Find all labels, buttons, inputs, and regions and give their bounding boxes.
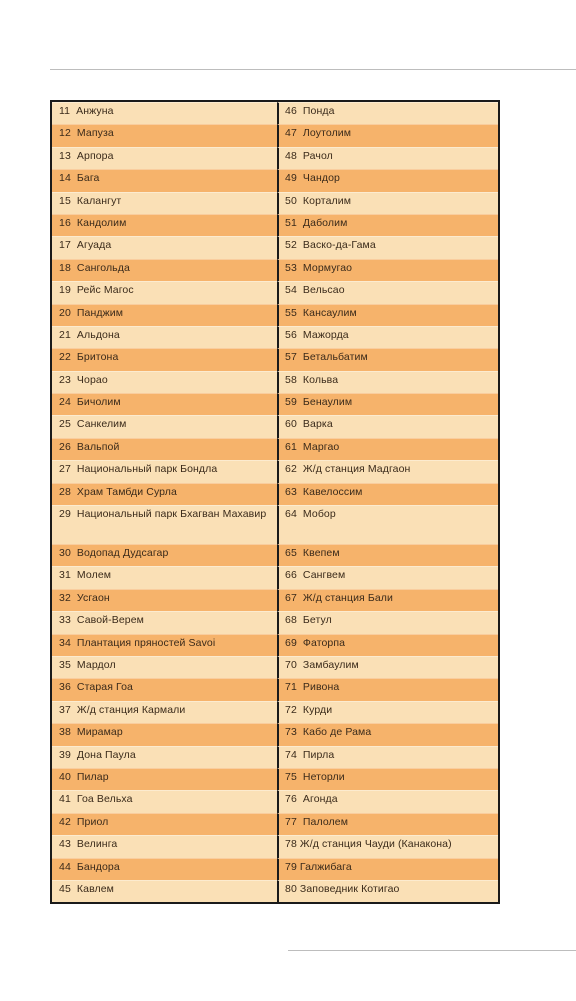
table-cell-left [52,589,277,611]
place-entry: 70 Замбаулим [285,658,359,671]
place-entry: 71 Ривона [285,681,340,694]
place-entry: 50 Корталим [285,194,352,207]
place-entry: 14 Бага [59,172,100,185]
table-cell-left [52,304,277,326]
place-entry: 26 Вальпой [59,440,120,453]
place-entry: 38 Мирамар [59,726,123,739]
table-cell-right [277,124,498,146]
place-entry: 43 Велинга [59,838,118,851]
table-cell-left [52,236,277,258]
table-cell-right [277,566,498,588]
table-cell-left [52,701,277,723]
place-entry: 17 Агуада [59,239,112,252]
place-entry: 56 Мажорда [285,328,349,341]
table-cell-right [277,192,498,214]
table-cell-left [52,656,277,678]
table-cell-right [277,415,498,437]
place-entry: 34 Плантация пряностей Savoi [59,636,216,649]
table-cell-left [52,544,277,566]
table-cell-right [277,214,498,236]
place-entry: 60 Варка [285,418,333,431]
table-cell-left [52,326,277,348]
table-cell-left [52,460,277,482]
table-cell-right [277,723,498,745]
place-entry: 30 Водопад Дудсагар [59,547,169,560]
table-cell-right [277,259,498,281]
table-cell-right [277,169,498,191]
table-cell-left [52,214,277,236]
place-entry: 49 Чандор [285,172,340,185]
place-entry: 39 Дона Паула [59,748,136,761]
table-cell-right [277,835,498,857]
table-cell-left [52,768,277,790]
table-cell-right [277,746,498,768]
place-entry: 41 Гоа Вельха [59,793,133,806]
table-cell-right [277,304,498,326]
table-cell-left [52,102,277,124]
place-entry: 58 Кольва [285,373,339,386]
place-entry: 61 Маргао [285,440,340,453]
table-cell-right [277,611,498,633]
table-cell-left [52,124,277,146]
table-cell-right [277,544,498,566]
table-cell-left [52,813,277,835]
place-entry: 35 Мардол [59,658,116,671]
place-entry: 19 Рейс Магос [59,284,134,297]
place-entry: 45 Кавлем [59,882,114,895]
place-entry: 33 Савой-Верем [59,614,144,627]
table-cell-right [277,768,498,790]
table-cell-left [52,505,277,544]
place-entry: 67 Ж/д станция Бали [285,591,393,604]
place-entry: 72 Курди [285,703,333,716]
place-entry: 73 Кабо де Рама [285,726,372,739]
place-entry: 51 Даболим [285,216,348,229]
place-entry: 44 Бандора [59,860,120,873]
place-entry: 78 Ж/д станция Чауди (Канакона) [285,838,452,851]
place-entry: 54 Вельсао [285,284,345,297]
table-cell-right [277,236,498,258]
place-entry: 16 Кандолим [59,216,127,229]
table-cell-left [52,192,277,214]
place-entry: 52 Васко-да-Гама [285,239,376,252]
place-entry: 20 Панджим [59,306,124,319]
table-cell-right [277,102,498,124]
table-cell-right [277,147,498,169]
place-entry: 74 Пирла [285,748,335,761]
table-cell-left [52,858,277,880]
place-entry: 29 Национальный парк Бхагван Махавир [59,508,267,521]
place-entry: 80 Заповедник Котигао [285,882,400,895]
place-entry: 28 Храм Тамбди Сурла [59,485,177,498]
place-entry: 59 Бенаулим [285,396,353,409]
table-cell-right [277,371,498,393]
place-entry: 13 Арпора [59,149,114,162]
place-entry: 64 Мобор [285,508,336,521]
place-entry: 47 Лоутолим [285,127,352,140]
table-cell-right [277,813,498,835]
table-cell-right [277,460,498,482]
place-entry: 21 Альдона [59,328,120,341]
table-cell-right [277,393,498,415]
place-entry: 18 Сангольда [59,261,130,274]
place-entry: 76 Агонда [285,793,338,806]
table-cell-left [52,415,277,437]
table-cell-right [277,790,498,812]
place-entry: 23 Чорао [59,373,108,386]
place-entry: 66 Сангвем [285,569,346,582]
table-cell-right [277,701,498,723]
table-cell-left [52,438,277,460]
place-entry: 62 Ж/д станция Мадгаон [285,463,411,476]
table-cell-right [277,348,498,370]
table-cell-right [277,505,498,544]
place-entry: 53 Мормугао [285,261,353,274]
table-cell-left [52,566,277,588]
place-index-table [50,100,500,904]
table-cell-right [277,281,498,303]
top-rule [50,69,576,70]
table-cell-left [52,348,277,370]
place-entry: 25 Санкелим [59,418,127,431]
table-cell-right [277,678,498,700]
place-entry: 22 Бритона [59,351,119,364]
place-entry: 46 Понда [285,105,335,117]
table-cell-left [52,483,277,505]
place-entry: 27 Национальный парк Бондла [59,463,218,476]
table-cell-left [52,835,277,857]
place-entry: 79 Галжибага [285,860,352,873]
place-entry: 65 Квепем [285,547,340,560]
place-entry: 37 Ж/д станция Кармали [59,703,186,716]
table-cell-left [52,880,277,902]
place-entry: 63 Кавелоссим [285,485,363,498]
table-cell-left [52,169,277,191]
table-cell-left [52,790,277,812]
place-entry: 40 Пилар [59,770,109,783]
place-entry: 32 Усгаон [59,591,110,604]
table-cell-left [52,281,277,303]
table-cell-right [277,880,498,902]
bottom-rule [288,950,576,951]
table-cell-left [52,611,277,633]
place-entry: 55 Кансаулим [285,306,357,319]
place-entry: 15 Калангут [59,194,122,207]
table-cell-left [52,723,277,745]
table-cell-right [277,589,498,611]
table-cell-left [52,746,277,768]
table-cell-right [277,483,498,505]
place-entry: 77 Палолем [285,815,349,828]
table-cell-left [52,393,277,415]
place-entry: 42 Приол [59,815,109,828]
table-cell-right [277,326,498,348]
table-cell-right [277,656,498,678]
place-entry: 12 Мапуза [59,127,114,140]
place-entry: 68 Бетул [285,614,332,627]
place-entry: 57 Бетальбатим [285,351,368,364]
table-cell-left [52,147,277,169]
table-cell-left [52,259,277,281]
table-cell-right [277,858,498,880]
table-cell-left [52,371,277,393]
place-entry: 11 Анжуна [59,105,114,117]
place-entry: 69 Фаторпа [285,636,346,649]
table-cell-left [52,634,277,656]
place-entry: 24 Бичолим [59,396,121,409]
table-cell-right [277,438,498,460]
place-entry: 48 Рачол [285,149,333,162]
table-cell-right [277,634,498,656]
place-entry: 31 Молем [59,569,112,582]
place-entry: 36 Старая Гоа [59,681,133,694]
place-entry: 75 Неторли [285,770,345,783]
table-cell-left [52,678,277,700]
